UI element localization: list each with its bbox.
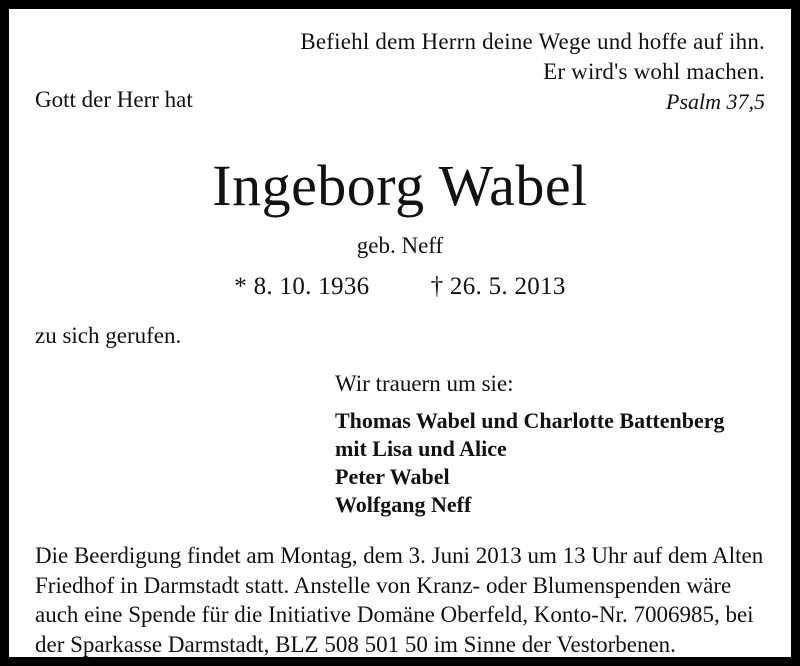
- death-date: † 26. 5. 2013: [430, 272, 566, 300]
- maiden-name: geb. Neff: [356, 232, 444, 258]
- after-text: zu sich gerufen.: [35, 322, 182, 348]
- lead-in-text: Gott der Herr hat: [35, 87, 193, 112]
- bible-verse-reference: Psalm 37,5: [666, 88, 765, 114]
- list-item: Peter Wabel: [335, 464, 450, 490]
- bible-verse-line-1: Befiehl dem Herrn deine Wege und hoffe auf ihn.: [300, 29, 765, 54]
- mourners-list: [335, 407, 765, 520]
- deceased-name: Ingeborg Wabel: [212, 152, 588, 218]
- bible-verse-line-2: Er wird's wohl machen.: [543, 59, 765, 85]
- funeral-details: Die Beerdigung findet am Montag, dem 3. Juni 2013 um 13 Uhr auf dem Alten Friedhof in Darmstadt statt. Anstelle von Kranz- oder Blumenspenden wäre auch eine Spende für die Initiative Domäne Oberfeld, Konto-Nr. 7006985, bei der Sparkasse Darmstadt, BLZ 508 501 50 im Sinne der Vestorbenen.: [35, 543, 764, 657]
- mourning-title: Wir trauern um sie:: [335, 370, 514, 396]
- mourners-block: [35, 371, 765, 520]
- life-dates: [35, 273, 765, 301]
- list-item: Wolfgang Neff: [335, 492, 472, 518]
- list-item: mit Lisa und Alice: [335, 435, 507, 461]
- list-item: Thomas Wabel und Charlotte Battenberg: [335, 407, 725, 433]
- bible-verse: [35, 27, 765, 88]
- birth-date: * 8. 10. 1936: [234, 272, 370, 300]
